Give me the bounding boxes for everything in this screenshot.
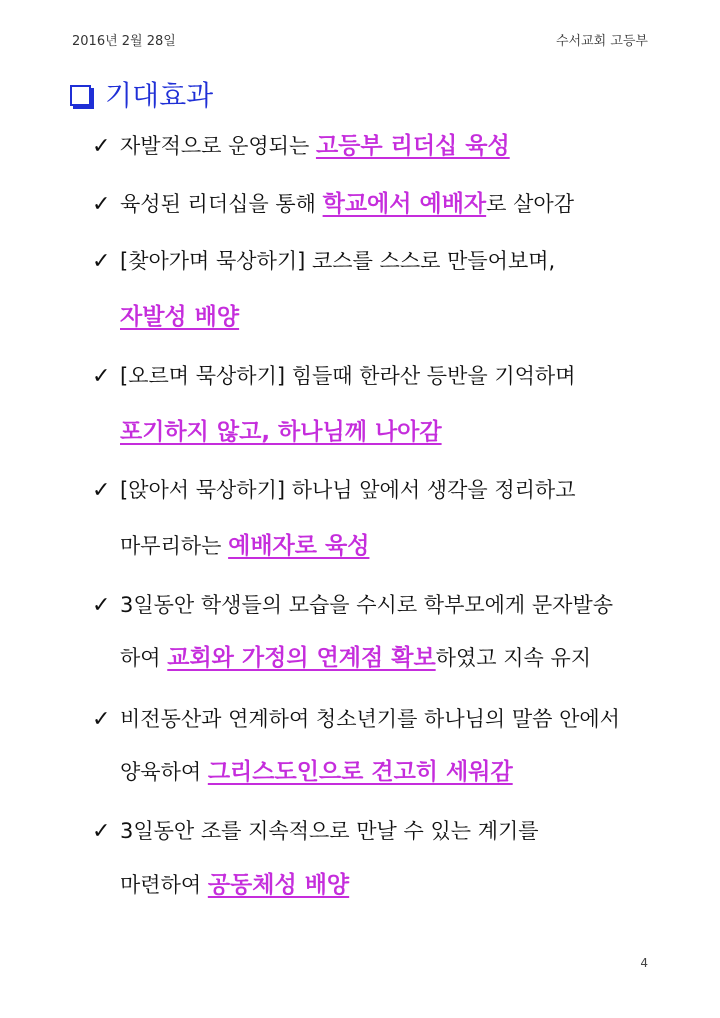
item-text: 마련하여 (120, 873, 208, 897)
highlight-text: 고등부 리더십 육성 (315, 133, 510, 159)
highlight-text: 학교에서 예배자 (322, 191, 487, 217)
list-item-continuation (120, 302, 239, 332)
list-item-continuation (120, 870, 349, 900)
checkmark-icon: ✓ (92, 249, 111, 274)
item-text: [오르며 묵상하기] 힘들때 한라산 등반을 기억하며 (120, 364, 576, 388)
list-item (92, 189, 574, 220)
highlight-text: 교회와 가정의 연계점 확보 (167, 645, 436, 671)
list-item-continuation (120, 757, 513, 787)
list-item-continuation (120, 417, 442, 447)
checkmark-icon: ✓ (92, 478, 111, 503)
item-text: 3일동안 조를 지속적으로 만날 수 있는 계기를 (120, 819, 539, 843)
highlight-text: 그리스도인으로 견고히 세워감 (207, 759, 513, 785)
highlight-text: 예배자로 육성 (228, 533, 370, 559)
item-text: [앉아서 묵상하기] 하나님 앞에서 생각을 정리하고 (120, 478, 576, 502)
checkbox-square-icon (70, 85, 91, 106)
section-title-text: 기대효과 (105, 79, 214, 112)
page-number: 4 (640, 956, 648, 970)
list-item (92, 590, 613, 621)
list-item (92, 475, 575, 506)
checkmark-icon: ✓ (92, 134, 111, 159)
highlight-text: 포기하지 않고, 하나님께 나아감 (120, 419, 442, 445)
list-item-continuation (120, 531, 369, 561)
list-item (92, 246, 555, 277)
checkmark-icon: ✓ (92, 819, 111, 844)
checkmark-icon: ✓ (92, 364, 111, 389)
highlight-text: 공동체성 배양 (207, 872, 350, 898)
item-text: 비전동산과 연계하여 청소년기를 하나님의 말씀 안에서 (120, 707, 620, 731)
item-text-after: 하였고 지속 유지 (435, 646, 592, 670)
checkmark-icon: ✓ (92, 192, 111, 217)
list-item (92, 704, 620, 735)
header-date: 2016년 2월 28일 (72, 34, 176, 49)
list-item (92, 131, 510, 162)
section-title (70, 74, 213, 114)
checkmark-icon: ✓ (92, 593, 111, 618)
item-text: [찾아가며 묵상하기] 코스를 스스로 만들어보며, (120, 249, 556, 273)
header-org: 수서교회 고등부 (555, 34, 648, 49)
list-item (92, 361, 575, 392)
item-text: 하여 (120, 646, 168, 670)
list-item (92, 816, 539, 847)
item-text-after: 로 살아감 (486, 192, 574, 216)
checkmark-icon: ✓ (92, 707, 111, 732)
item-text: 마무리하는 (120, 534, 229, 558)
item-text: 3일동안 학생들의 모습을 수시로 학부모에게 문자발송 (120, 593, 614, 617)
item-text: 양육하여 (120, 760, 208, 784)
list-item-continuation (120, 643, 591, 673)
highlight-text: 자발성 배양 (120, 304, 240, 330)
item-text: 육성된 리더십을 통해 (120, 192, 323, 216)
item-text: 자발적으로 운영되는 (120, 134, 316, 158)
